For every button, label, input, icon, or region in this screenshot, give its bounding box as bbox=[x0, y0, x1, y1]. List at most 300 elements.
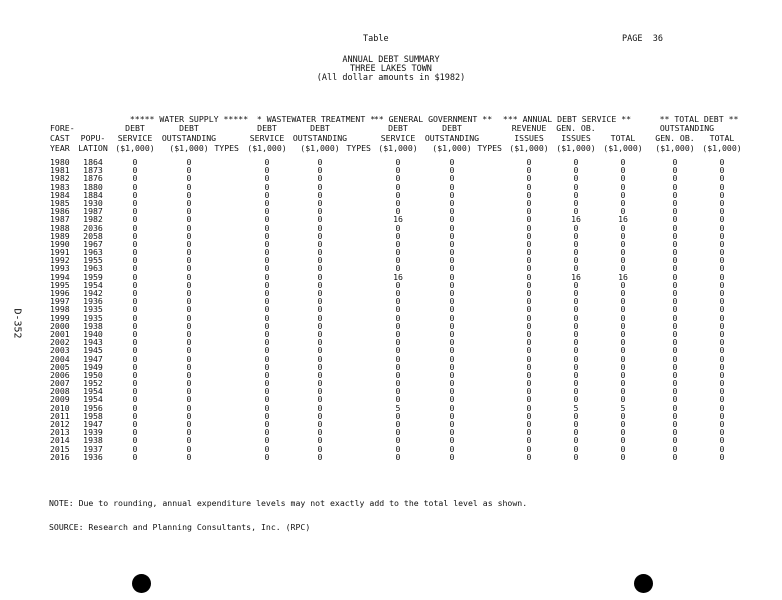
group-header-general-government: ** GENERAL GOVERNMENT ** bbox=[373, 114, 493, 124]
cell-year: 1993 bbox=[50, 263, 70, 274]
cell-gg-debt-service: 0 bbox=[395, 189, 401, 200]
cell-ws-debt-outstanding: 0 bbox=[186, 230, 192, 241]
document-subtitle: THREE LAKES TOWN bbox=[350, 64, 432, 74]
cell-gen-ob-issues: 0 bbox=[573, 157, 579, 167]
cell-ws-debt-outstanding: 0 bbox=[186, 247, 192, 258]
cell-ws-debt-service: 0 bbox=[132, 443, 138, 454]
cell-total-debt: 0 bbox=[719, 157, 725, 167]
cell-ww-debt-service: 0 bbox=[264, 369, 270, 380]
cell-gg-debt-service: 0 bbox=[395, 451, 401, 462]
table-row bbox=[0, 248, 782, 256]
cell-gg-debt-outstanding: 0 bbox=[449, 238, 455, 249]
cell-revenue-issues: 0 bbox=[526, 222, 532, 233]
cell-ww-debt-outstanding: 0 bbox=[317, 288, 323, 298]
cell-gen-ob-issues: 0 bbox=[573, 410, 579, 421]
cell-total-gen-ob: 0 bbox=[672, 443, 678, 454]
cell-revenue-issues: 0 bbox=[526, 157, 532, 167]
cell-year: 1994 bbox=[50, 271, 70, 282]
column-header-ww-outstanding: OUTSTANDING bbox=[292, 133, 348, 143]
table-row bbox=[0, 445, 782, 453]
cell-total-gen-ob: 0 bbox=[672, 296, 678, 307]
cell-total-debt: 0 bbox=[719, 181, 725, 192]
cell-ww-debt-service: 0 bbox=[264, 451, 270, 462]
cell-ww-debt-service: 0 bbox=[264, 197, 270, 208]
cell-revenue-issues: 0 bbox=[526, 181, 532, 192]
cell-gg-debt-outstanding: 0 bbox=[449, 214, 455, 225]
cell-population: 1967 bbox=[83, 238, 103, 249]
column-header-td-total: TOTAL bbox=[709, 133, 735, 143]
cell-gen-ob-issues: 0 bbox=[573, 189, 579, 200]
cell-population: 1936 bbox=[83, 296, 103, 307]
cell-total-debt: 0 bbox=[719, 378, 725, 389]
cell-gg-debt-outstanding: 0 bbox=[449, 173, 455, 184]
cell-population: 1940 bbox=[83, 328, 103, 339]
cell-gg-debt-outstanding: 0 bbox=[449, 378, 455, 389]
cell-annual-total: 0 bbox=[620, 312, 626, 323]
cell-ww-debt-outstanding: 0 bbox=[317, 255, 323, 266]
cell-population: 1864 bbox=[83, 157, 103, 167]
cell-annual-total: 0 bbox=[620, 369, 626, 380]
cell-annual-total: 0 bbox=[620, 222, 626, 233]
cell-revenue-issues: 0 bbox=[526, 255, 532, 266]
column-header-ww-service: ($1,000) bbox=[247, 143, 287, 153]
cell-total-gen-ob: 0 bbox=[672, 361, 678, 372]
cell-annual-total: 0 bbox=[620, 279, 626, 290]
cell-ws-debt-service: 0 bbox=[132, 173, 138, 184]
column-header-year: YEAR bbox=[50, 143, 70, 153]
cell-annual-total: 0 bbox=[620, 238, 626, 249]
cell-ww-debt-service: 0 bbox=[264, 222, 270, 233]
cell-gg-debt-service: 0 bbox=[395, 320, 401, 331]
cell-gg-debt-outstanding: 0 bbox=[449, 165, 455, 176]
cell-population: 1959 bbox=[83, 271, 103, 282]
cell-year: 1983 bbox=[50, 181, 70, 192]
cell-ww-debt-service: 0 bbox=[264, 279, 270, 290]
cell-ws-debt-service: 0 bbox=[132, 386, 138, 397]
cell-ww-debt-service: 0 bbox=[264, 173, 270, 184]
cell-ws-debt-service: 0 bbox=[132, 255, 138, 266]
table-row bbox=[0, 215, 782, 223]
rounding-note: NOTE: Due to rounding, annual expenditure levels may not exactly add to the total level as shown. bbox=[49, 498, 528, 508]
cell-year: 2002 bbox=[50, 337, 70, 348]
cell-population: 1943 bbox=[83, 337, 103, 348]
cell-ws-debt-outstanding: 0 bbox=[186, 189, 192, 200]
cell-ws-debt-outstanding: 0 bbox=[186, 214, 192, 225]
cell-ww-debt-service: 0 bbox=[264, 419, 270, 429]
cell-year: 2014 bbox=[50, 435, 70, 446]
cell-gen-ob-issues: 0 bbox=[573, 312, 579, 323]
cell-year: 2000 bbox=[50, 320, 70, 331]
table-row bbox=[0, 363, 782, 371]
cell-annual-total: 0 bbox=[620, 427, 626, 438]
cell-annual-total: 0 bbox=[620, 296, 626, 307]
cell-revenue-issues: 0 bbox=[526, 189, 532, 200]
cell-ww-debt-outstanding: 0 bbox=[317, 222, 323, 233]
table-row bbox=[0, 199, 782, 207]
table-row bbox=[0, 371, 782, 379]
cell-gen-ob-issues: 0 bbox=[573, 173, 579, 184]
table-row bbox=[0, 305, 782, 313]
cell-total-debt: 0 bbox=[719, 353, 725, 364]
cell-gen-ob-issues: 0 bbox=[573, 337, 579, 348]
cell-total-debt: 0 bbox=[719, 345, 725, 356]
cell-ws-debt-outstanding: 0 bbox=[186, 157, 192, 167]
cell-ws-debt-outstanding: 0 bbox=[186, 320, 192, 331]
cell-gg-debt-service: 16 bbox=[393, 271, 403, 282]
table-row bbox=[0, 174, 782, 182]
cell-total-gen-ob: 0 bbox=[672, 312, 678, 323]
cell-population: 1935 bbox=[83, 312, 103, 323]
cell-ws-debt-outstanding: 0 bbox=[186, 271, 192, 282]
cell-gg-debt-service: 0 bbox=[395, 419, 401, 429]
cell-gg-debt-outstanding: 0 bbox=[449, 296, 455, 307]
cell-annual-total: 0 bbox=[620, 230, 626, 241]
cell-population: 1954 bbox=[83, 386, 103, 397]
cell-revenue-issues: 0 bbox=[526, 328, 532, 339]
cell-ww-debt-outstanding: 0 bbox=[317, 173, 323, 184]
column-header-ads-total: TOTAL bbox=[610, 133, 636, 143]
cell-ws-debt-service: 0 bbox=[132, 189, 138, 200]
cell-ww-debt-service: 0 bbox=[264, 337, 270, 348]
cell-ww-debt-service: 0 bbox=[264, 402, 270, 413]
table-row bbox=[0, 387, 782, 395]
cell-ww-debt-outstanding: 0 bbox=[317, 230, 323, 241]
cell-annual-total: 0 bbox=[620, 419, 626, 429]
table-row bbox=[0, 314, 782, 322]
cell-gg-debt-outstanding: 0 bbox=[449, 271, 455, 282]
cell-annual-total: 0 bbox=[620, 378, 626, 389]
cell-total-debt: 0 bbox=[719, 255, 725, 266]
group-header-annual-debt-service: *** ANNUAL DEBT SERVICE ** bbox=[502, 114, 632, 124]
cell-gg-debt-outstanding: 0 bbox=[449, 435, 455, 446]
cell-ws-debt-service: 0 bbox=[132, 197, 138, 208]
cell-total-gen-ob: 0 bbox=[672, 353, 678, 364]
column-header-outstanding: OUTSTANDING bbox=[659, 123, 715, 133]
cell-ws-debt-outstanding: 0 bbox=[186, 345, 192, 356]
cell-annual-total: 0 bbox=[620, 337, 626, 348]
table-row bbox=[0, 183, 782, 191]
cell-population: 1942 bbox=[83, 288, 103, 298]
column-header-gg-outstanding: ($1,000) bbox=[432, 143, 472, 153]
cell-gg-debt-service: 0 bbox=[395, 304, 401, 315]
cell-revenue-issues: 0 bbox=[526, 451, 532, 462]
cell-ws-debt-outstanding: 0 bbox=[186, 378, 192, 389]
cell-gg-debt-service: 0 bbox=[395, 173, 401, 184]
cell-ws-debt-service: 0 bbox=[132, 419, 138, 429]
cell-gen-ob-issues: 0 bbox=[573, 378, 579, 389]
cell-gg-debt-service: 0 bbox=[395, 369, 401, 380]
cell-total-debt: 0 bbox=[719, 247, 725, 258]
cell-ww-debt-service: 0 bbox=[264, 238, 270, 249]
cell-year: 1996 bbox=[50, 288, 70, 298]
cell-total-debt: 0 bbox=[719, 369, 725, 380]
cell-gen-ob-issues: 16 bbox=[571, 214, 581, 225]
cell-gg-debt-service: 0 bbox=[395, 353, 401, 364]
column-header-ww-service: SERVICE bbox=[249, 133, 285, 143]
column-header-gg-types: TYPES bbox=[477, 143, 502, 153]
column-header-revenue: ($1,000) bbox=[509, 143, 549, 153]
cell-population: 1947 bbox=[83, 419, 103, 429]
cell-gg-debt-outstanding: 0 bbox=[449, 263, 455, 274]
cell-gg-debt-outstanding: 0 bbox=[449, 328, 455, 339]
cell-total-gen-ob: 0 bbox=[672, 255, 678, 266]
cell-total-gen-ob: 0 bbox=[672, 279, 678, 290]
cell-gen-ob-issues: 0 bbox=[573, 165, 579, 176]
cell-ww-debt-outstanding: 0 bbox=[317, 443, 323, 454]
cell-revenue-issues: 0 bbox=[526, 173, 532, 184]
column-header-ws-service: ($1,000) bbox=[115, 143, 155, 153]
cell-revenue-issues: 0 bbox=[526, 410, 532, 421]
column-header-genob: ($1,000) bbox=[556, 143, 596, 153]
cell-gen-ob-issues: 0 bbox=[573, 427, 579, 438]
cell-year: 2016 bbox=[50, 451, 70, 462]
cell-population: 2036 bbox=[83, 222, 103, 233]
cell-ww-debt-service: 0 bbox=[264, 304, 270, 315]
cell-gg-debt-outstanding: 0 bbox=[449, 222, 455, 233]
cell-ww-debt-service: 0 bbox=[264, 214, 270, 225]
cell-total-debt: 0 bbox=[719, 402, 725, 413]
cell-ww-debt-outstanding: 0 bbox=[317, 419, 323, 429]
cell-ww-debt-outstanding: 0 bbox=[317, 165, 323, 176]
column-header-ws-service: SERVICE bbox=[117, 133, 153, 143]
column-header-td-genob: ($1,000) bbox=[655, 143, 695, 153]
cell-ws-debt-outstanding: 0 bbox=[186, 304, 192, 315]
group-header-total-debt: ** TOTAL DEBT ** bbox=[659, 114, 739, 124]
cell-ws-debt-outstanding: 0 bbox=[186, 181, 192, 192]
cell-total-debt: 0 bbox=[719, 419, 725, 429]
table-row bbox=[0, 191, 782, 199]
cell-gg-debt-service: 0 bbox=[395, 165, 401, 176]
cell-ws-debt-outstanding: 0 bbox=[186, 451, 192, 462]
cell-ww-debt-outstanding: 0 bbox=[317, 345, 323, 356]
cell-ws-debt-service: 0 bbox=[132, 353, 138, 364]
cell-annual-total: 0 bbox=[620, 304, 626, 315]
cell-total-debt: 0 bbox=[719, 214, 725, 225]
cell-total-debt: 0 bbox=[719, 320, 725, 331]
cell-ww-debt-service: 0 bbox=[264, 361, 270, 372]
cell-ws-debt-service: 0 bbox=[132, 320, 138, 331]
cell-year: 2015 bbox=[50, 443, 70, 454]
cell-ww-debt-service: 0 bbox=[264, 378, 270, 389]
cell-ww-debt-outstanding: 0 bbox=[317, 410, 323, 421]
cell-ws-debt-outstanding: 0 bbox=[186, 296, 192, 307]
cell-annual-total: 0 bbox=[620, 165, 626, 176]
cell-ww-debt-outstanding: 0 bbox=[317, 296, 323, 307]
cell-revenue-issues: 0 bbox=[526, 230, 532, 241]
cell-total-debt: 0 bbox=[719, 222, 725, 233]
cell-revenue-issues: 0 bbox=[526, 206, 532, 217]
cell-gg-debt-outstanding: 0 bbox=[449, 247, 455, 258]
cell-ws-debt-service: 0 bbox=[132, 427, 138, 438]
cell-annual-total: 5 bbox=[620, 402, 626, 413]
cell-year: 1999 bbox=[50, 312, 70, 323]
cell-ww-debt-service: 0 bbox=[264, 345, 270, 356]
cell-total-gen-ob: 0 bbox=[672, 320, 678, 331]
cell-gg-debt-service: 0 bbox=[395, 378, 401, 389]
cell-population: 1947 bbox=[83, 353, 103, 364]
cell-revenue-issues: 0 bbox=[526, 386, 532, 397]
cell-annual-total: 0 bbox=[620, 247, 626, 258]
cell-total-debt: 0 bbox=[719, 427, 725, 438]
cell-gg-debt-outstanding: 0 bbox=[449, 337, 455, 348]
cell-total-debt: 0 bbox=[719, 206, 725, 217]
cell-year: 1988 bbox=[50, 222, 70, 233]
column-header-ws-types: TYPES bbox=[214, 143, 239, 153]
page-number: PAGE 36 bbox=[622, 34, 663, 44]
cell-population: 1954 bbox=[83, 394, 103, 405]
cell-annual-total: 0 bbox=[620, 173, 626, 184]
cell-ww-debt-outstanding: 0 bbox=[317, 247, 323, 258]
cell-total-gen-ob: 0 bbox=[672, 238, 678, 249]
cell-year: 2005 bbox=[50, 361, 70, 372]
cell-annual-total: 0 bbox=[620, 361, 626, 372]
cell-ws-debt-outstanding: 0 bbox=[186, 394, 192, 405]
cell-gg-debt-outstanding: 0 bbox=[449, 402, 455, 413]
cell-total-gen-ob: 0 bbox=[672, 402, 678, 413]
cell-ws-debt-outstanding: 0 bbox=[186, 328, 192, 339]
cell-ww-debt-outstanding: 0 bbox=[317, 214, 323, 225]
column-header-ws-outstanding: ($1,000) bbox=[169, 143, 209, 153]
table-row bbox=[0, 281, 782, 289]
cell-population: 1873 bbox=[83, 165, 103, 176]
cell-total-gen-ob: 0 bbox=[672, 410, 678, 421]
cell-total-gen-ob: 0 bbox=[672, 419, 678, 429]
cell-ws-debt-outstanding: 0 bbox=[186, 279, 192, 290]
table-row bbox=[0, 412, 782, 420]
column-header-ws-service: DEBT bbox=[125, 123, 145, 133]
cell-total-gen-ob: 0 bbox=[672, 247, 678, 258]
cell-population: 1938 bbox=[83, 320, 103, 331]
table-row bbox=[0, 207, 782, 215]
cell-total-gen-ob: 0 bbox=[672, 157, 678, 167]
cell-total-gen-ob: 0 bbox=[672, 189, 678, 200]
cell-ww-debt-service: 0 bbox=[264, 189, 270, 200]
cell-revenue-issues: 0 bbox=[526, 345, 532, 356]
cell-population: 1880 bbox=[83, 181, 103, 192]
cell-gg-debt-outstanding: 0 bbox=[449, 304, 455, 315]
cell-annual-total: 0 bbox=[620, 328, 626, 339]
cell-gen-ob-issues: 0 bbox=[573, 181, 579, 192]
cell-population: 1876 bbox=[83, 173, 103, 184]
cell-ww-debt-outstanding: 0 bbox=[317, 353, 323, 364]
cell-gg-debt-service: 0 bbox=[395, 435, 401, 446]
cell-ws-debt-outstanding: 0 bbox=[186, 255, 192, 266]
cell-total-debt: 0 bbox=[719, 435, 725, 446]
table-row bbox=[0, 166, 782, 174]
cell-gg-debt-service: 0 bbox=[395, 394, 401, 405]
cell-revenue-issues: 0 bbox=[526, 427, 532, 438]
cell-year: 2008 bbox=[50, 386, 70, 397]
cell-ws-debt-service: 0 bbox=[132, 165, 138, 176]
cell-gg-debt-service: 0 bbox=[395, 386, 401, 397]
cell-ww-debt-service: 0 bbox=[264, 296, 270, 307]
cell-ws-debt-service: 0 bbox=[132, 304, 138, 315]
side-page-label: D-352 bbox=[11, 308, 23, 339]
cell-total-gen-ob: 0 bbox=[672, 337, 678, 348]
column-header-pop: POPU- bbox=[80, 133, 106, 143]
cell-annual-total: 0 bbox=[620, 189, 626, 200]
cell-ws-debt-service: 0 bbox=[132, 206, 138, 217]
cell-total-gen-ob: 0 bbox=[672, 288, 678, 298]
cell-total-gen-ob: 0 bbox=[672, 386, 678, 397]
cell-year: 1981 bbox=[50, 165, 70, 176]
cell-gen-ob-issues: 0 bbox=[573, 435, 579, 446]
cell-gg-debt-outstanding: 0 bbox=[449, 255, 455, 266]
cell-ws-debt-outstanding: 0 bbox=[186, 361, 192, 372]
cell-gen-ob-issues: 16 bbox=[571, 271, 581, 282]
cell-total-gen-ob: 0 bbox=[672, 263, 678, 274]
cell-total-debt: 0 bbox=[719, 443, 725, 454]
cell-gg-debt-service: 0 bbox=[395, 181, 401, 192]
cell-annual-total: 16 bbox=[618, 214, 628, 225]
cell-revenue-issues: 0 bbox=[526, 394, 532, 405]
table-row bbox=[0, 346, 782, 354]
cell-ww-debt-outstanding: 0 bbox=[317, 206, 323, 217]
cell-year: 2001 bbox=[50, 328, 70, 339]
cell-gen-ob-issues: 0 bbox=[573, 263, 579, 274]
cell-ws-debt-outstanding: 0 bbox=[186, 435, 192, 446]
cell-revenue-issues: 0 bbox=[526, 402, 532, 413]
cell-gg-debt-outstanding: 0 bbox=[449, 189, 455, 200]
cell-gg-debt-outstanding: 0 bbox=[449, 230, 455, 241]
cell-ww-debt-outstanding: 0 bbox=[317, 157, 323, 167]
cell-total-debt: 0 bbox=[719, 361, 725, 372]
cell-total-debt: 0 bbox=[719, 451, 725, 462]
cell-total-debt: 0 bbox=[719, 263, 725, 274]
column-header-revenue: REVENUE bbox=[511, 123, 547, 133]
cell-revenue-issues: 0 bbox=[526, 419, 532, 429]
table-row bbox=[0, 232, 782, 240]
cell-ws-debt-service: 0 bbox=[132, 263, 138, 274]
cell-gg-debt-outstanding: 0 bbox=[449, 443, 455, 454]
cell-year: 1984 bbox=[50, 189, 70, 200]
cell-total-debt: 0 bbox=[719, 165, 725, 176]
cell-total-debt: 0 bbox=[719, 312, 725, 323]
cell-gg-debt-service: 0 bbox=[395, 443, 401, 454]
cell-gg-debt-service: 0 bbox=[395, 255, 401, 266]
cell-total-gen-ob: 0 bbox=[672, 206, 678, 217]
cell-ws-debt-service: 0 bbox=[132, 394, 138, 405]
cell-revenue-issues: 0 bbox=[526, 312, 532, 323]
cell-population: 1956 bbox=[83, 402, 103, 413]
cell-population: 1958 bbox=[83, 410, 103, 421]
cell-annual-total: 16 bbox=[618, 271, 628, 282]
cell-year: 1997 bbox=[50, 296, 70, 307]
cell-population: 1938 bbox=[83, 435, 103, 446]
cell-ww-debt-service: 0 bbox=[264, 206, 270, 217]
cell-revenue-issues: 0 bbox=[526, 435, 532, 446]
cell-total-gen-ob: 0 bbox=[672, 165, 678, 176]
cell-ww-debt-service: 0 bbox=[264, 328, 270, 339]
cell-ww-debt-outstanding: 0 bbox=[317, 386, 323, 397]
cell-population: 1939 bbox=[83, 427, 103, 438]
cell-ww-debt-outstanding: 0 bbox=[317, 320, 323, 331]
cell-ws-debt-outstanding: 0 bbox=[186, 312, 192, 323]
cell-total-gen-ob: 0 bbox=[672, 435, 678, 446]
group-header-water-supply: ***** WATER SUPPLY ***** bbox=[129, 114, 249, 124]
cell-ww-debt-outstanding: 0 bbox=[317, 361, 323, 372]
cell-gg-debt-outstanding: 0 bbox=[449, 451, 455, 462]
cell-ww-debt-outstanding: 0 bbox=[317, 279, 323, 290]
table-row bbox=[0, 297, 782, 305]
column-header-ws-outstanding: DEBT bbox=[179, 123, 199, 133]
cell-annual-total: 0 bbox=[620, 451, 626, 462]
cell-ww-debt-service: 0 bbox=[264, 181, 270, 192]
cell-ww-debt-outstanding: 0 bbox=[317, 394, 323, 405]
cell-ww-debt-outstanding: 0 bbox=[317, 181, 323, 192]
column-header-ww-service: DEBT bbox=[257, 123, 277, 133]
cell-year: 2003 bbox=[50, 345, 70, 356]
